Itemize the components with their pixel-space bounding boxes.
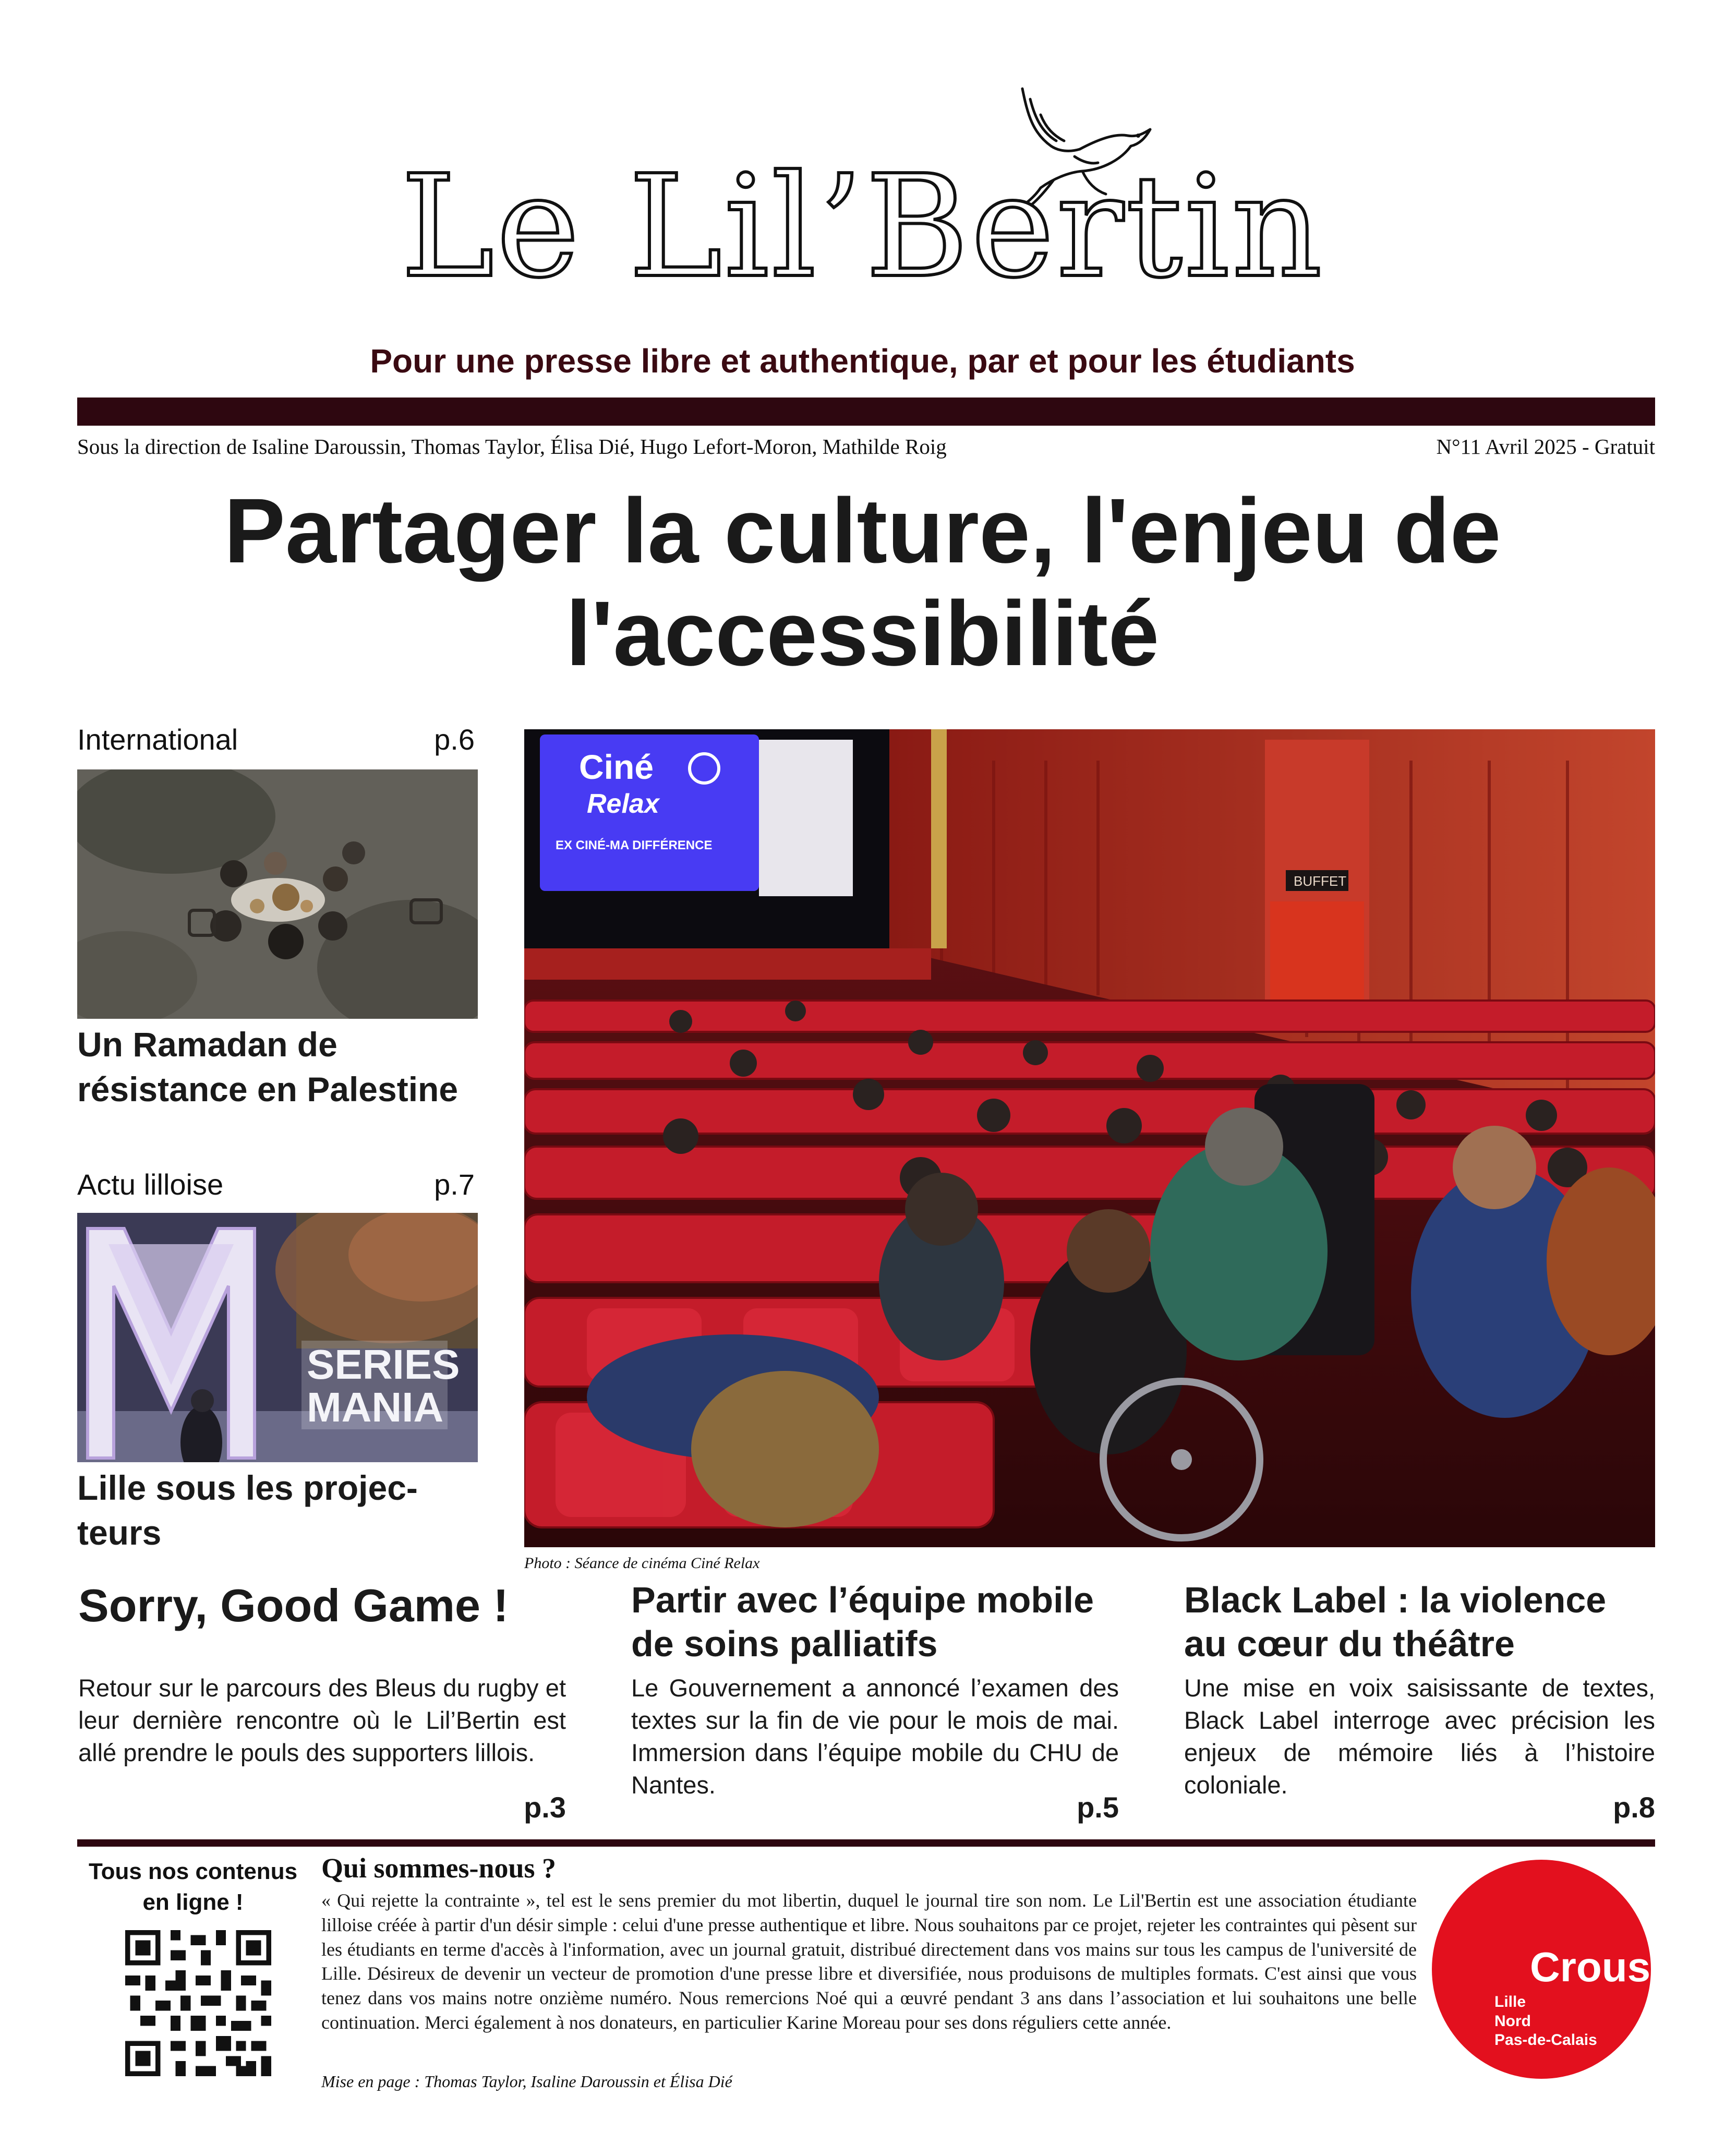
story-title-ramadan[interactable]: Un Ramadan de résistance en Palestine xyxy=(77,1025,459,1109)
about-title: Qui sommes-nous ? xyxy=(321,1852,557,1884)
article-title-sorry-good-game[interactable]: Sorry, Good Game ! xyxy=(78,1580,509,1631)
series-mania-photo xyxy=(77,1213,478,1462)
issue-info: N°11 Avril 2025 - Gratuit xyxy=(1436,435,1655,459)
article-title-soins-palliatifs[interactable]: Partir avec l’équipe mobile de soins palliatifs xyxy=(631,1580,1094,1664)
section-label-actu-lilloise: Actu lilloise xyxy=(77,1168,224,1201)
screen-subtitle: Relax xyxy=(587,789,659,819)
article-summary-rugby: Retour sur le parcours des Bleus du rugby et leur dernière rencontre où le Lil’Bertin est allé prendre le pouls des supporters lillois. xyxy=(78,1674,566,1767)
article-title-black-label[interactable]: Black Label : la violence au cœur du théâtre xyxy=(1184,1580,1607,1664)
photo-caption: Photo : Séance de cinéma Ciné Relax xyxy=(524,1555,760,1572)
cine-relax-photo xyxy=(524,729,1655,1547)
series-mania-line1: SERIES xyxy=(307,1341,460,1388)
article-page-ref-rugby: p.3 xyxy=(524,1791,566,1824)
buffet-sign: BUFFET xyxy=(1294,873,1347,889)
article-page-ref-black-label: p.8 xyxy=(1613,1791,1655,1824)
main-headline: Partager la culture, l'enjeu de l'accessibilité xyxy=(224,480,1501,685)
crous-region-line: Pas-de-Calais xyxy=(1494,2031,1597,2049)
article-page-ref-palliatifs: p.5 xyxy=(1077,1791,1119,1824)
ramadan-palestine-photo xyxy=(77,769,478,1019)
crous-region-line: Nord xyxy=(1494,2012,1531,2030)
section-label-international: International xyxy=(77,723,238,756)
screen-title: Ciné xyxy=(579,748,654,786)
header-bar xyxy=(77,398,1655,426)
crous-logo-region xyxy=(1494,1993,1597,2050)
crous-region-line: Lille xyxy=(1494,1993,1526,2010)
screen-tagline: EX CINÉ-MA DIFFÉRENCE xyxy=(556,838,713,852)
newspaper-title: Le Lil’Bertin xyxy=(401,144,1324,309)
footer-divider xyxy=(77,1839,1655,1847)
online-content-label: Tous nos contenus en ligne ! xyxy=(88,1859,298,1916)
tagline: Pour une presse libre et authentique, par et pour les étudiants xyxy=(370,342,1355,380)
qr-code-icon[interactable] xyxy=(125,1930,271,2076)
page-ref-international: p.6 xyxy=(434,723,475,756)
editorial-direction: Sous la direction de Isaline Daroussin, Thomas Taylor, Élisa Dié, Hugo Lefort-Moron, Mathilde Roig xyxy=(77,435,947,459)
series-mania-line2: MANIA xyxy=(307,1384,444,1430)
layout-credit: Mise en page : Thomas Taylor, Isaline Daroussin et Élisa Dié xyxy=(321,2072,732,2091)
story-title-lille[interactable]: Lille sous les projec-teurs xyxy=(77,1468,418,1552)
article-summary-palliatifs: Le Gouvernement a annoncé l’examen des textes sur la fin de vie pour le mois de mai. Immersion dans l’équipe mobile du CHU de Nantes. xyxy=(631,1674,1119,1799)
crous-logo[interactable] xyxy=(1432,1860,1651,2079)
page-ref-actu-lilloise: p.7 xyxy=(434,1168,475,1201)
article-summary-black-label: Une mise en voix saisissante de textes, Black Label interroge avec précision les enjeux de mémoire liés à l’histoire coloniale. xyxy=(1184,1674,1655,1799)
crous-logo-name: Crous xyxy=(1530,1944,1651,1990)
about-text: « Qui rejette la contrainte », tel est le sens premier du mot libertin, duquel le journal tire son nom. Le Lil'Bertin est une association étudiante lilloise créée à partir d'un désir simple : celui d'une presse authentique et libre. Nous souhaitons par ce projet, rejeter les contraintes qui pèsent sur les étudiants en terme d'accès à l'information, avec un journal gratuit, distribué directement dans vos mains sur tous les campus de l'université de Lille. Désireux de devenir un vecteur de promotion d'une presse libre et diversifiée, nous produisons de multiples formats. C'est ainsi que vous tenez dans vos mains notre onzième numéro. Nous remercions Noé qui a œuvré pendant 3 ans dans l’association et lui souhaitons une belle continuation. Merci également à nos donateurs, en particulier Karine Moreau pour ses dons réguliers cette année. xyxy=(321,1890,1417,2033)
